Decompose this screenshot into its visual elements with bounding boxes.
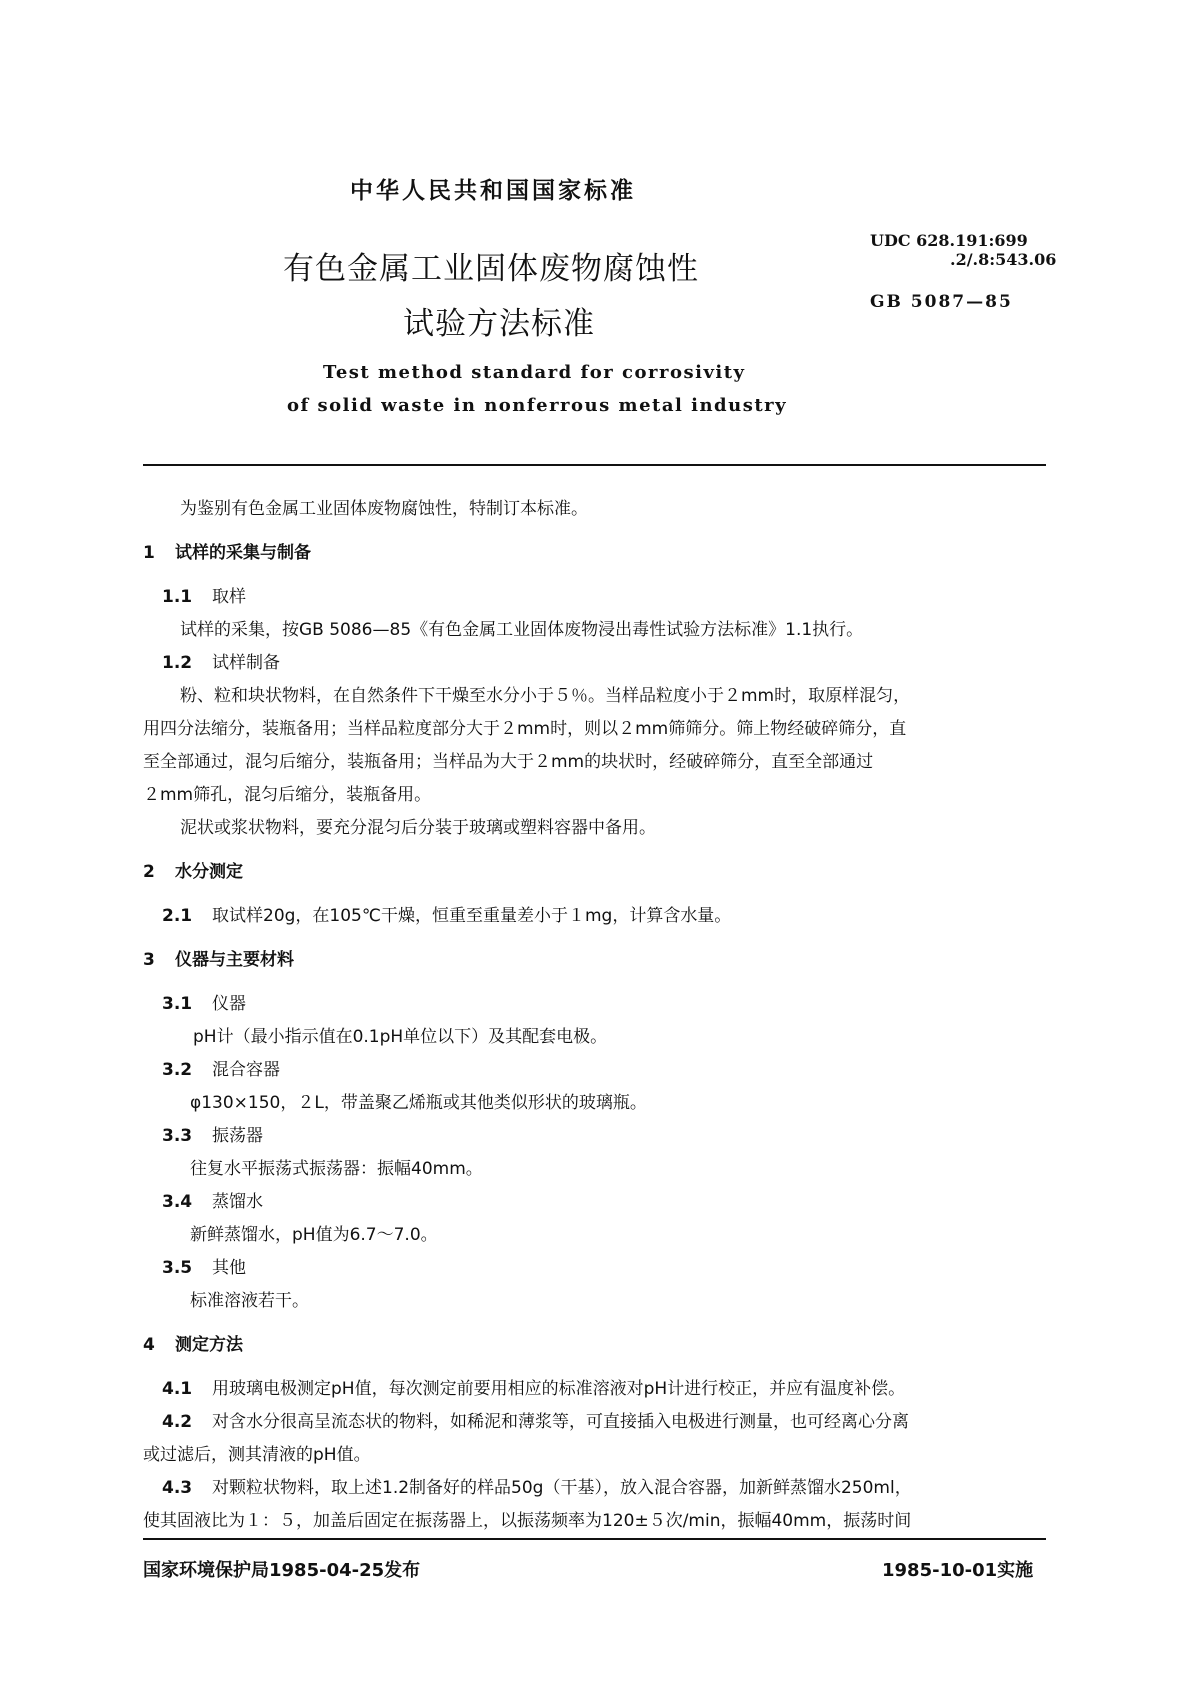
section-3-2-text: φ130×150，２L，带盖聚乙烯瓶或其他类似形状的玻璃瓶。 — [190, 1093, 647, 1113]
section-1-2-line2: 用四分法缩分，装瓶备用；当样品粒度部分大于２mm时，则以２mm筛筛分。筛上物经破碎筛分，直 — [143, 719, 907, 739]
section-text: 对含水分很高呈流态状的物料，如稀泥和薄浆等，可直接插入电极进行测量，也可经离心分离 — [212, 1412, 909, 1432]
section-number: 3.4 — [162, 1192, 193, 1212]
section-number: 1 — [143, 543, 155, 563]
section-number: 4.3 — [162, 1478, 193, 1498]
section-text: 用玻璃电极测定pH值，每次测定前要用相应的标准溶液对pH计进行校正，并应有温度补偿。 — [212, 1379, 906, 1399]
section-number: 4.1 — [162, 1379, 193, 1399]
section-1-1-heading — [162, 582, 246, 607]
section-title: 仪器 — [212, 994, 246, 1014]
header-divider — [143, 464, 1046, 466]
section-2-heading — [143, 857, 243, 882]
section-text: 取试样20g，在105℃干燥，恒重至重量差小于１mg，计算含水量。 — [212, 906, 732, 926]
section-1-heading — [143, 538, 311, 563]
section-1-2-line4: ２mm筛孔，混匀后缩分，装瓶备用。 — [143, 785, 432, 805]
section-number: 3.3 — [162, 1126, 193, 1146]
section-4-1 — [162, 1374, 905, 1399]
section-number: 3.5 — [162, 1258, 193, 1278]
effective-date: 1985-10-01实施 — [882, 1560, 1034, 1581]
section-4-3-line2: 使其固液比为１：５，加盖后固定在振荡器上，以振荡频率为120±５次/min，振幅40mm，振荡时间 — [143, 1511, 912, 1531]
udc-code-line1: UDC 628.191:699 — [870, 231, 1028, 250]
section-title: 混合容器 — [212, 1060, 280, 1080]
section-3-3-heading — [162, 1121, 263, 1146]
section-1-1-text: 试样的采集，按GB 5086—85《有色金属工业固体废物浸出毒性试验方法标准》1.1执行。 — [180, 620, 864, 640]
udc-code-line2: .2/.8:543.06 — [950, 250, 1057, 269]
section-1-2-line1: 粉、粒和块状物料，在自然条件下干燥至水分小于５％。当样品粒度小于２mm时，取原样混匀， — [180, 686, 911, 706]
section-number: 1.2 — [162, 653, 193, 673]
section-4-2-line2: 或过滤后，测其清液的pH值。 — [143, 1440, 371, 1465]
section-title: 振荡器 — [212, 1126, 263, 1146]
intro-paragraph: 为鉴别有色金属工业固体废物腐蚀性，特制订本标准。 — [180, 499, 588, 519]
section-1-2-line3: 至全部通过，混匀后缩分，装瓶备用；当样品为大于２mm的块状时，经破碎筛分，直至全部通过 — [143, 752, 874, 772]
section-4-2-line1 — [162, 1407, 909, 1432]
section-number: 1.1 — [162, 587, 193, 607]
section-number: 3.1 — [162, 994, 193, 1014]
english-title-line1: Test method standard for corrosivity — [323, 362, 746, 383]
section-4-heading — [143, 1330, 243, 1355]
section-number: 3 — [143, 950, 155, 970]
section-title: 水分测定 — [175, 862, 243, 882]
section-4-3-line1 — [162, 1473, 912, 1498]
section-title: 取样 — [212, 587, 246, 607]
issued-by-date: 国家环境保护局1985-04-25发布 — [143, 1560, 421, 1581]
section-number: 4 — [143, 1335, 155, 1355]
section-3-heading — [143, 945, 294, 970]
section-3-1-text: pH计（最小指示值在0.1pH单位以下）及其配套电极。 — [193, 1027, 608, 1047]
section-title: 测定方法 — [175, 1335, 243, 1355]
footer-divider — [143, 1538, 1046, 1540]
gb-standard-number: GB 5087—85 — [870, 292, 1013, 312]
section-3-5-heading — [162, 1253, 246, 1278]
section-title: 试样制备 — [212, 653, 280, 673]
document-title-line1: 有色金属工业固体废物腐蚀性 — [283, 251, 699, 287]
document-title-line2: 试验方法标准 — [403, 306, 595, 342]
section-number: 2.1 — [162, 906, 193, 926]
section-title: 仪器与主要材料 — [175, 950, 294, 970]
section-3-3-text: 往复水平振荡式振荡器：振幅40mm。 — [190, 1159, 483, 1179]
section-title: 试样的采集与制备 — [175, 543, 311, 563]
section-title: 其他 — [212, 1258, 246, 1278]
english-title-line2: of solid waste in nonferrous metal industry — [287, 395, 788, 416]
section-text: 对颗粒状物料，取上述1.2制备好的样品50g（干基），放入混合容器，加新鲜蒸馏水250ml， — [212, 1478, 912, 1498]
national-standard-heading: 中华人民共和国国家标准 — [350, 178, 636, 204]
section-1-2-heading — [162, 648, 280, 673]
section-1-2-line5: 泥状或浆状物料，要充分混匀后分装于玻璃或塑料容器中备用。 — [180, 818, 656, 838]
section-number: 4.2 — [162, 1412, 193, 1432]
section-2-1 — [162, 901, 731, 926]
section-3-4-heading — [162, 1187, 263, 1212]
section-title: 蒸馏水 — [212, 1192, 263, 1212]
section-3-4-text: 新鲜蒸馏水，pH值为6.7～7.0。 — [190, 1225, 438, 1245]
section-3-5-text: 标准溶液若干。 — [190, 1291, 309, 1311]
section-3-1-heading — [162, 989, 246, 1014]
section-3-2-heading — [162, 1055, 280, 1080]
section-number: 2 — [143, 862, 155, 882]
section-number: 3.2 — [162, 1060, 193, 1080]
